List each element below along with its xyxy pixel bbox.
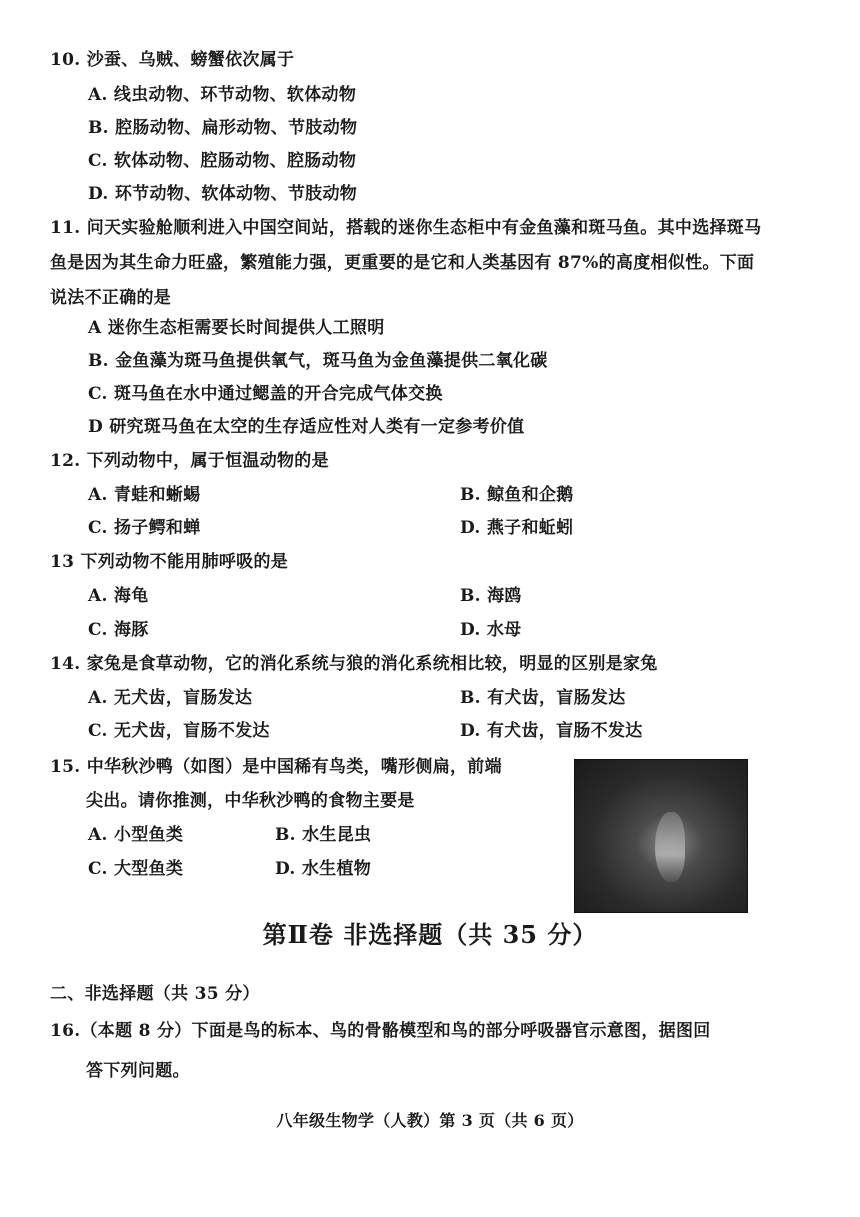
q15-option-a: A. 小型鱼类	[88, 825, 184, 845]
q13-option-c: C. 海豚	[88, 620, 149, 640]
q10-option-c: C. 软体动物、腔肠动物、腔肠动物	[88, 151, 357, 171]
q11-option-c: C. 斑马鱼在水中通过鳃盖的开合完成气体交换	[88, 384, 443, 404]
q12-option-d: D. 燕子和蚯蚓	[460, 518, 574, 538]
page-footer: 八年级生物学（人教）第 3 页（共 6 页）	[276, 1111, 584, 1130]
q12-option-a: A. 青蛙和蜥蜴	[88, 485, 201, 505]
merganser-photo	[574, 759, 748, 913]
q12-option-c: C. 扬子鳄和蝉	[88, 518, 201, 538]
question-15-stem-line1: 15. 中华秋沙鸭（如图）是中国稀有鸟类，嘴形侧扁，前端	[50, 757, 502, 777]
question-12-stem: 12. 下列动物中，属于恒温动物的是	[50, 451, 329, 471]
question-10-stem: 10. 沙蚕、乌贼、螃蟹依次属于	[50, 50, 295, 70]
section-2-title: 第Ⅱ卷 非选择题（共 35 分）	[262, 920, 598, 949]
q11-option-b: B. 金鱼藻为斑马鱼提供氧气，斑马鱼为金鱼藻提供二氧化碳	[88, 351, 548, 371]
q14-option-a: A. 无犬齿，盲肠发达	[88, 688, 253, 708]
q10-option-d: D. 环节动物、软体动物、节肢动物	[88, 184, 358, 204]
q15-option-c: C. 大型鱼类	[88, 859, 184, 879]
q14-option-d: D. 有犬齿，盲肠不发达	[460, 721, 643, 741]
q11-option-d: D 研究斑马鱼在太空的生存适应性对人类有一定参考价值	[88, 417, 525, 437]
duck-figure	[655, 812, 685, 882]
question-13-stem: 13 下列动物不能用肺呼吸的是	[50, 552, 289, 572]
q15-option-b: B. 水生昆虫	[275, 825, 372, 845]
q15-option-d: D. 水生植物	[275, 859, 372, 879]
q10-option-b: B. 腔肠动物、扁形动物、节肢动物	[88, 118, 358, 138]
question-16-line1: 16.（本题 8 分）下面是鸟的标本、鸟的骨骼模型和鸟的部分呼吸器官示意图，据图回	[50, 1021, 711, 1041]
section-2-subtitle: 二、非选择题（共 35 分）	[50, 984, 260, 1004]
q13-option-a: A. 海龟	[88, 586, 149, 606]
q12-option-b: B. 鲸鱼和企鹅	[460, 485, 574, 505]
question-16-line2: 答下列问题。	[86, 1061, 190, 1081]
question-14-stem: 14. 家兔是食草动物，它的消化系统与狼的消化系统相比较，明显的区别是家兔	[50, 654, 658, 674]
q10-option-a: A. 线虫动物、环节动物、软体动物	[88, 85, 357, 105]
q11-option-a: A 迷你生态柜需要长时间提供人工照明	[88, 318, 385, 338]
q13-option-b: B. 海鸥	[460, 586, 522, 606]
q13-option-d: D. 水母	[460, 620, 522, 640]
q14-option-b: B. 有犬齿，盲肠发达	[460, 688, 626, 708]
question-15-stem-line2: 尖出。请你推测，中华秋沙鸭的食物主要是	[86, 791, 415, 811]
q14-option-c: C. 无犬齿，盲肠不发达	[88, 721, 270, 741]
question-11-stem: 11. 问天实验舱顺利进入中国空间站，搭载的迷你生态柜中有金鱼藻和斑马鱼。其中选择斑马鱼是因为其生命力旺盛，繁殖能力强，更重要的是它和人类基因有 87%的高度相似性。下面说法不正确的是	[50, 218, 762, 308]
